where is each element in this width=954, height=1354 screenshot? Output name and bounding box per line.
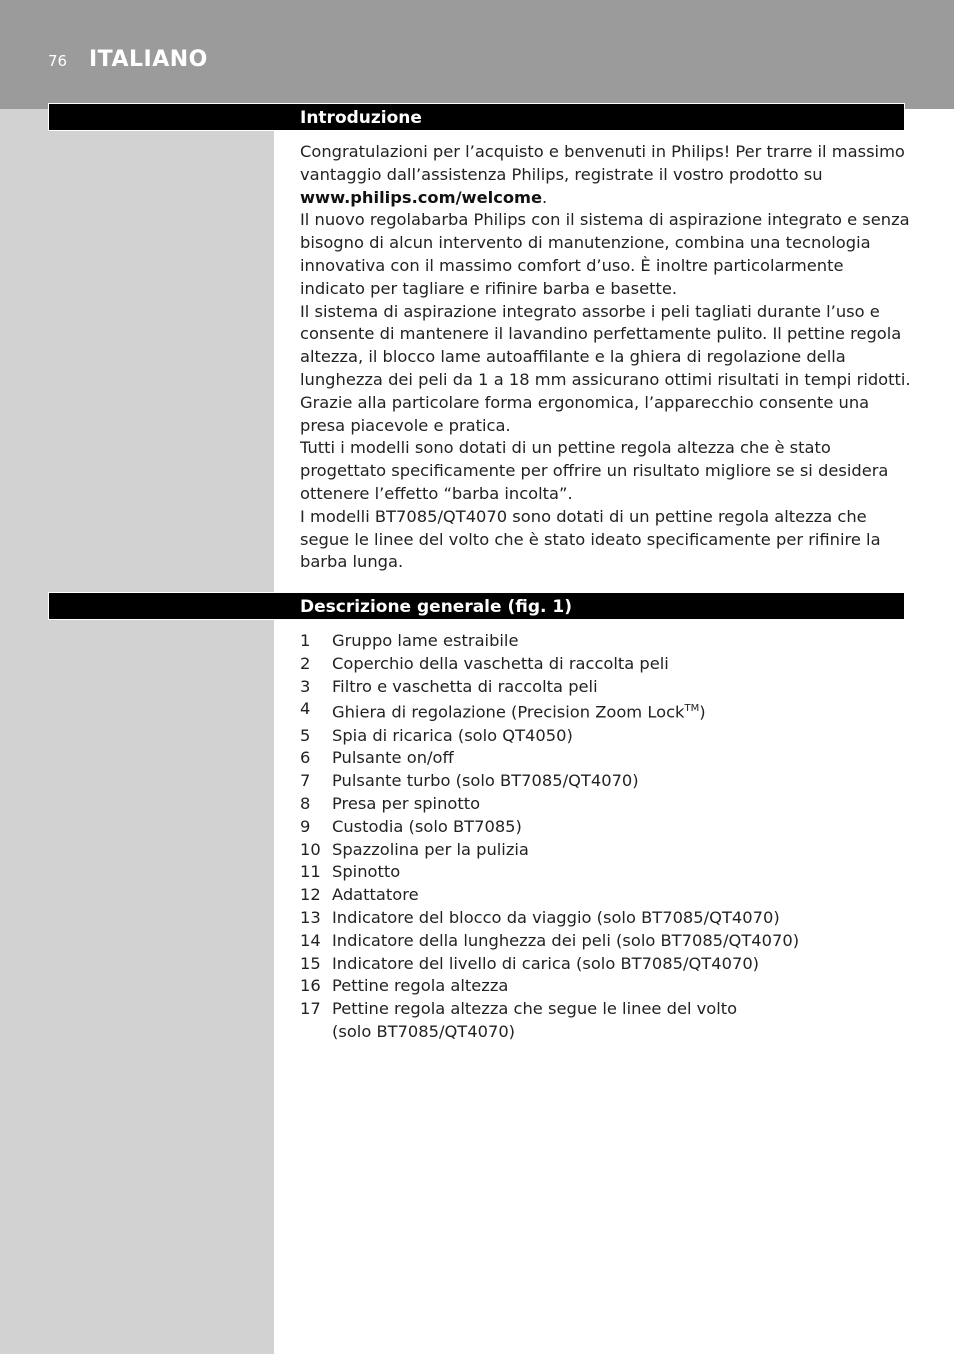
item-label: Pulsante on/off bbox=[332, 748, 454, 768]
item-number: 13 bbox=[300, 907, 321, 927]
intro-paragraph: Il sistema di aspirazione integrato assorbe i peli tagliati durante l’uso e consente di mantenere il lavandino perfettamente pulito. Il pettine regola altezza, il blocco lame autoaffilante e la ghiera di regolazione della lunghezza dei peli da 1 a 18 mm assicurano ottimi risultati in tempi ridotti. Grazie alla particolare forma ergonomica, l’apparecchio consente una presa piacevole e pratica. bbox=[300, 301, 911, 435]
intro-paragraph bbox=[300, 141, 912, 209]
section-header-general-description bbox=[48, 592, 905, 620]
section-title: Descrizione generale (fig. 1) bbox=[300, 597, 572, 617]
list-item bbox=[300, 998, 900, 1044]
list-item bbox=[300, 725, 900, 748]
item-label-wrap bbox=[332, 998, 737, 1044]
item-label: Indicatore del blocco da viaggio (solo BT7085/QT4070) bbox=[332, 907, 780, 927]
item-label: Spinotto bbox=[332, 862, 401, 882]
item-number: 5 bbox=[300, 725, 311, 745]
section-header-introduction bbox=[48, 103, 905, 131]
list-item bbox=[300, 975, 900, 998]
item-number: 4 bbox=[300, 699, 311, 719]
item-label: Presa per spinotto bbox=[332, 794, 481, 813]
item-number: 1 bbox=[300, 631, 311, 650]
list-item bbox=[300, 816, 900, 839]
list-item bbox=[300, 884, 900, 907]
item-number: 12 bbox=[300, 885, 321, 905]
welcome-url[interactable]: www.philips.com/welcome bbox=[300, 187, 543, 207]
introduction-text bbox=[300, 141, 912, 574]
item-label: Gruppo lame estraibile bbox=[332, 631, 519, 650]
item-number: 9 bbox=[300, 816, 311, 836]
item-number: 17 bbox=[300, 999, 321, 1019]
left-margin-column bbox=[0, 0, 274, 1354]
item-number: 14 bbox=[300, 930, 321, 950]
item-number: 2 bbox=[300, 653, 311, 673]
item-number: 7 bbox=[300, 771, 311, 791]
trademark-mark: TM bbox=[684, 703, 700, 715]
item-label: Indicatore del livello di carica (solo BT7085/QT4070) bbox=[332, 953, 760, 973]
list-item bbox=[300, 861, 900, 884]
item-label-wrap bbox=[332, 698, 706, 724]
item-number: 10 bbox=[300, 839, 321, 859]
item-number: 6 bbox=[300, 748, 311, 768]
item-number: 15 bbox=[300, 953, 321, 973]
language-title: ITALIANO bbox=[89, 47, 208, 72]
item-label: Pettine regola altezza che segue le linee del volto bbox=[332, 999, 738, 1019]
section-title: Introduzione bbox=[300, 108, 422, 128]
page-header bbox=[0, 0, 954, 109]
item-label: Spazzolina per la pulizia bbox=[332, 839, 529, 859]
item-label-suffix: ) bbox=[699, 702, 706, 722]
list-item bbox=[300, 930, 900, 953]
item-label: Adattatore bbox=[332, 885, 419, 905]
item-label: Spia di ricarica (solo QT4050) bbox=[332, 725, 573, 745]
list-item bbox=[300, 676, 900, 699]
intro-paragraph: I modelli BT7085/QT4070 sono dotati di un pettine regola altezza che segue le linee del volto che è stato ideato specificamente per rifinire la barba lunga. bbox=[300, 506, 881, 572]
item-label: Pettine regola altezza bbox=[332, 976, 509, 996]
item-label: Filtro e vaschetta di raccolta peli bbox=[332, 676, 598, 696]
intro-text: Congratulazioni per l’acquisto e benvenuti in Philips! Per trarre il massimo vantaggio dall’assistenza Philips, registrate il vostro prodotto su bbox=[300, 142, 905, 184]
page-number: 76 bbox=[48, 52, 68, 70]
list-item bbox=[300, 698, 900, 724]
item-number: 8 bbox=[300, 794, 311, 813]
item-label: Custodia (solo BT7085) bbox=[332, 816, 522, 836]
list-item bbox=[300, 630, 900, 653]
parts-list bbox=[300, 630, 900, 1044]
list-item bbox=[300, 653, 900, 676]
intro-paragraph: Tutti i modelli sono dotati di un pettine regola altezza che è stato progettato specificamente per offrire un risultato migliore se si desidera ottenere l’effetto “barba incolta”. bbox=[300, 438, 889, 503]
list-item bbox=[300, 839, 900, 862]
list-item bbox=[300, 907, 900, 930]
item-label: Pulsante turbo (solo BT7085/QT4070) bbox=[332, 771, 639, 791]
item-label: Coperchio della vaschetta di raccolta peli bbox=[332, 653, 669, 673]
item-number: 11 bbox=[300, 862, 321, 882]
list-item bbox=[300, 770, 900, 793]
item-label: Ghiera di regolazione (Precision Zoom Lock bbox=[332, 702, 685, 722]
list-item bbox=[300, 793, 900, 816]
item-label: Indicatore della lunghezza dei peli (solo BT7085/QT4070) bbox=[332, 930, 800, 950]
list-item bbox=[300, 953, 900, 976]
item-number: 16 bbox=[300, 976, 321, 996]
intro-text: . bbox=[542, 187, 548, 207]
list-item bbox=[300, 747, 900, 770]
item-label-line2: (solo BT7085/QT4070) bbox=[332, 1021, 516, 1041]
item-number: 3 bbox=[300, 676, 311, 696]
intro-paragraph: Il nuovo regolabarba Philips con il sistema di aspirazione integrato e senza bisogno di alcun intervento di manutenzione, combina una tecnologia innovativa con il massimo comfort d’uso. È inoltre particolarmente indicato per tagliare e rifinire barba e basette. bbox=[300, 210, 910, 298]
